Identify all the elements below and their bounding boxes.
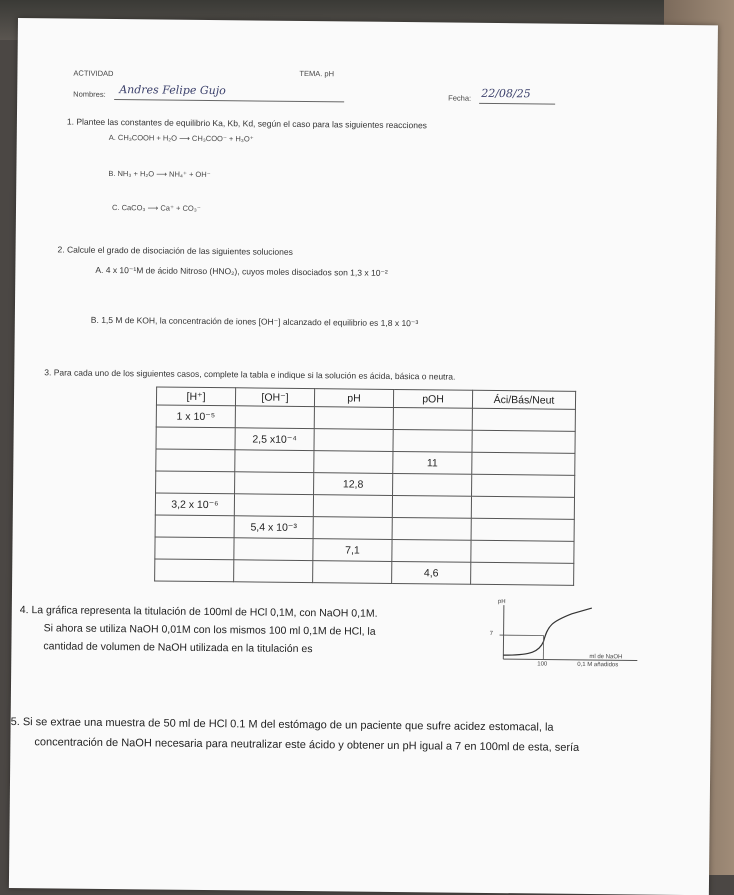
table-cell[interactable]: 1 x 10⁻⁵: [156, 405, 235, 428]
q4-line2: Si ahora se utiliza NaOH 0,01M con los mismos 100 ml 0,1M de HCl, la: [44, 622, 376, 637]
table-cell[interactable]: [155, 537, 234, 560]
table-cell[interactable]: [313, 517, 392, 540]
worksheet-page: [9, 18, 718, 895]
table-cell[interactable]: [155, 559, 234, 582]
q1-reaction-a: A. CH₃COOH + H₂O ⟶ CH₃COO⁻ + H₃O⁺: [109, 133, 254, 144]
q5-line2: concentración de NaOH necesaria para neutralizar este ácido y obtener un pH igual a 7 en 100ml de esta, sería: [34, 736, 579, 754]
table-cell[interactable]: 4,6: [392, 561, 471, 584]
table-row: [155, 559, 574, 585]
table-cell[interactable]: 11: [393, 451, 472, 474]
table-cell[interactable]: [156, 449, 235, 472]
date-handwritten: 22/08/25: [481, 87, 531, 101]
q1-reaction-c: C. CaCO₃ ⟶ Ca⁺ + CO₃⁻: [112, 203, 201, 213]
names-handwritten: Andres Felipe Gujo: [119, 83, 226, 97]
table-cell[interactable]: [314, 451, 393, 474]
q1-text: 1. Plantee las constantes de equilibrio Ka, Kb, Kd, según el caso para las siguientes reacciones: [67, 117, 427, 131]
table-header: pOH: [393, 389, 472, 408]
table-cell[interactable]: [313, 561, 392, 584]
table-header: [OH⁻]: [235, 388, 314, 407]
table-cell[interactable]: [471, 496, 574, 519]
date-underline: [479, 103, 555, 105]
table-cell[interactable]: [471, 562, 574, 585]
graph-y-axis: [503, 605, 504, 659]
table-cell[interactable]: [313, 495, 392, 518]
table-cell[interactable]: [314, 407, 393, 430]
q1-reaction-b: B. NH₃ + H₂O ⟶ NH₄⁺ + OH⁻: [108, 169, 210, 179]
names-label: Nombres:: [73, 90, 106, 99]
table-cell[interactable]: [156, 471, 235, 494]
table-cell[interactable]: [235, 472, 314, 495]
graph-y-mark: 7: [490, 631, 493, 637]
table-cell[interactable]: [392, 495, 471, 518]
q4-line3: cantidad de volumen de NaOH utilizada en la titulación es: [43, 640, 312, 655]
table-cell[interactable]: [393, 407, 472, 430]
graph-x-mark: 100: [537, 661, 547, 667]
titration-graph: [481, 601, 642, 673]
table-cell[interactable]: [314, 429, 393, 452]
ph-table: [154, 386, 576, 585]
table-cell[interactable]: [472, 474, 575, 497]
activity-label: ACTIVIDAD: [73, 69, 113, 78]
q5-line1: 5. Si se extrae una muestra de 50 ml de HCl 0.1 M del estómago de un paciente que sufre acidez estomacal, la: [11, 716, 554, 734]
date-label: Fecha:: [448, 94, 471, 103]
table-cell[interactable]: [156, 427, 235, 450]
table-cell[interactable]: 2,5 x10⁻⁴: [235, 428, 314, 451]
table-header: Áci/Bás/Neut: [472, 390, 575, 409]
q4-line1: 4. La gráfica representa la titulación de 100ml de HCl 0,1M, con NaOH 0,1M.: [20, 604, 378, 620]
q3-text: 3. Para cada uno de los siguientes casos, complete la tabla e indique si la solución es ácida, básica o neutra.: [44, 367, 455, 381]
graph-x-label-2: 0,1 M añadidos: [577, 662, 618, 668]
table-cell[interactable]: [471, 518, 574, 541]
table-cell[interactable]: 12,8: [314, 473, 393, 496]
table-cell[interactable]: 7,1: [313, 539, 392, 562]
table-cell[interactable]: [392, 539, 471, 562]
q2-text: 2. Calcule el grado de disociación de las siguientes soluciones: [58, 244, 293, 256]
names-underline: [114, 99, 344, 102]
table-cell[interactable]: [472, 430, 575, 453]
table-cell[interactable]: [155, 515, 234, 538]
table-cell[interactable]: [392, 517, 471, 540]
table-cell[interactable]: [235, 406, 314, 429]
table-cell[interactable]: 3,2 x 10⁻⁶: [155, 493, 234, 516]
graph-y-label: pH: [498, 599, 506, 605]
table-cell[interactable]: 5,4 x 10⁻³: [234, 516, 313, 539]
q2-part-b: B. 1,5 M de KOH, la concentración de iones [OH⁻] alcanzado el equilibrio es 1,8 x 10⁻³: [91, 315, 419, 329]
table-cell[interactable]: [472, 408, 575, 431]
table-cell[interactable]: [472, 452, 575, 475]
table-header: pH: [314, 389, 393, 408]
table-cell[interactable]: [393, 473, 472, 496]
table-cell[interactable]: [234, 494, 313, 517]
table-cell[interactable]: [235, 450, 314, 473]
table-cell[interactable]: [234, 560, 313, 583]
table-cell[interactable]: [393, 429, 472, 452]
graph-x-label-1: ml de NaOH: [589, 654, 622, 660]
table-cell[interactable]: [471, 540, 574, 563]
table-header: [H⁺]: [156, 387, 235, 406]
table-cell[interactable]: [234, 538, 313, 561]
titration-curve: [503, 607, 591, 656]
q2-part-a: A. 4 x 10⁻¹M de ácido Nitroso (HNO₂), cuyos moles disociados son 1,3 x 10⁻²: [95, 265, 388, 279]
topic-label: TEMA. pH: [299, 69, 334, 78]
